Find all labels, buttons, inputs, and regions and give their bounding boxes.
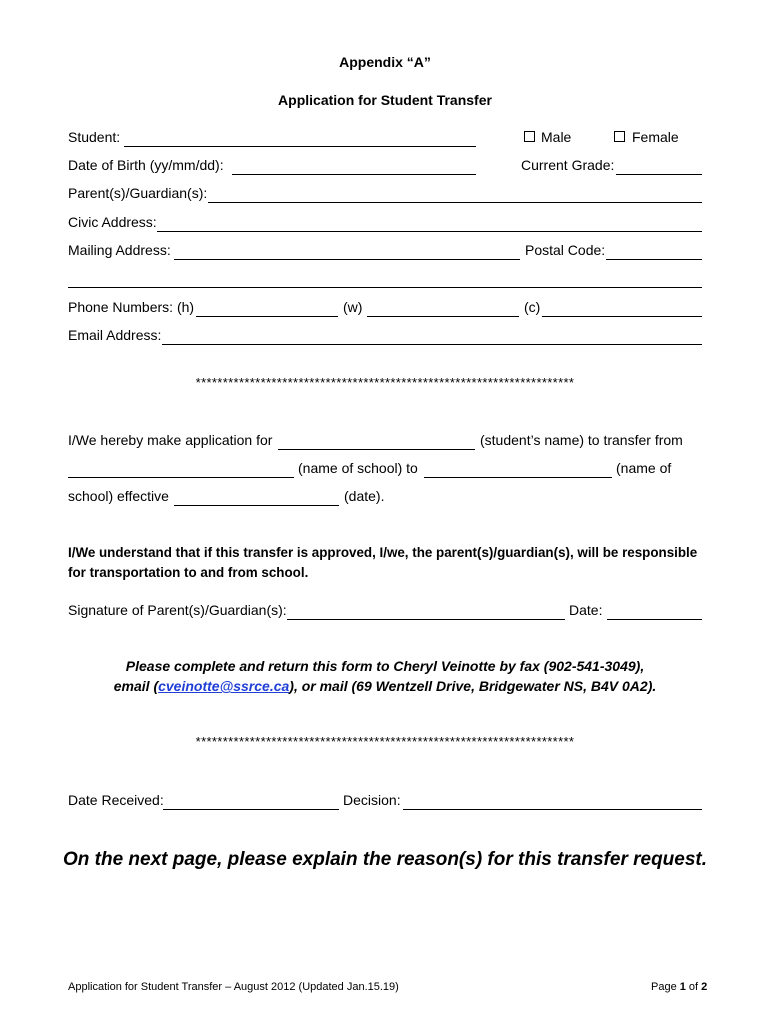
- student-label: Student:: [68, 129, 121, 145]
- student-name-field[interactable]: [124, 146, 476, 147]
- student-name-transfer-field[interactable]: [278, 449, 475, 450]
- page-prefix: Page: [651, 981, 680, 993]
- decision-label: Decision:: [343, 792, 401, 808]
- application-line3-suffix: (date).: [344, 488, 385, 504]
- parents-label: Parent(s)/Guardian(s):: [68, 185, 208, 201]
- footer-page-number: [651, 982, 707, 993]
- appendix-heading: Appendix “A”: [339, 54, 431, 70]
- civic-address-label: Civic Address:: [68, 214, 157, 230]
- mailing-address-label: Mailing Address:: [68, 242, 171, 258]
- postal-code-label: Postal Code:: [525, 242, 606, 258]
- footer-document-info: Application for Student Transfer – August 2012 (Updated Jan.15.19): [68, 981, 399, 993]
- mailing-address-continuation-field[interactable]: [68, 287, 702, 288]
- application-line1-prefix: I/We hereby make application for: [68, 432, 273, 448]
- to-school-field[interactable]: [424, 477, 612, 478]
- page-current: 1: [679, 981, 686, 993]
- application-line3-prefix: school) effective: [68, 488, 169, 504]
- application-line1-suffix: (student’s name) to transfer from: [480, 432, 683, 448]
- signature-date-field[interactable]: [607, 619, 702, 620]
- instructions-line2-prefix: email (: [113, 678, 159, 694]
- male-label: Male: [541, 129, 572, 145]
- understanding-line1: I/We understand that if this transfer is approved, I/we, the parent(s)/guardian(s), will be responsible: [68, 545, 698, 560]
- application-line2-suffix: (name of: [616, 460, 672, 476]
- from-school-field[interactable]: [68, 477, 294, 478]
- email-address-field[interactable]: [162, 344, 702, 345]
- dob-label: Date of Birth (yy/mm/dd):: [68, 157, 224, 173]
- female-label: Female: [632, 129, 679, 145]
- phone-cell-label: (c): [524, 299, 541, 315]
- current-grade-label: Current Grade:: [521, 157, 615, 173]
- instructions-line2-suffix: ), or mail (69 Wentzell Drive, Bridgewater NS, B4V 0A2).: [289, 678, 657, 694]
- signature-date-label: Date:: [569, 602, 603, 618]
- separator-bottom: **********************************************************************: [195, 734, 575, 749]
- understanding-line2: for transportation to and from school.: [68, 565, 309, 580]
- civic-address-field[interactable]: [157, 231, 702, 232]
- postal-code-field[interactable]: [606, 259, 702, 260]
- form-title: Application for Student Transfer: [278, 92, 492, 108]
- signature-field[interactable]: [287, 619, 565, 620]
- date-received-field[interactable]: [163, 809, 339, 810]
- page-of: of: [685, 981, 702, 993]
- instructions-line1: Please complete and return this form to Cheryl Veinotte by fax (902-541-3049),: [125, 658, 645, 674]
- signature-label: Signature of Parent(s)/Guardian(s):: [68, 602, 287, 618]
- decision-field[interactable]: [403, 809, 702, 810]
- current-grade-field[interactable]: [616, 174, 702, 175]
- female-checkbox[interactable]: [614, 131, 625, 142]
- date-received-label: Date Received:: [68, 792, 164, 808]
- parents-field[interactable]: [208, 202, 702, 203]
- contact-email-link[interactable]: cveinotte@ssrce.ca: [158, 678, 290, 694]
- phone-work-label: (w): [343, 299, 363, 315]
- phone-work-field[interactable]: [367, 316, 519, 317]
- dob-field[interactable]: [232, 174, 476, 175]
- page-total: 2: [701, 981, 708, 993]
- separator-top: **********************************************************************: [195, 375, 575, 390]
- instructions-line2: [0, 679, 770, 693]
- next-page-note: On the next page, please explain the reason(s) for this transfer request.: [62, 849, 708, 870]
- email-address-label: Email Address:: [68, 327, 162, 343]
- phone-cell-field[interactable]: [542, 316, 702, 317]
- phone-home-field[interactable]: [196, 316, 338, 317]
- mailing-address-field[interactable]: [174, 259, 520, 260]
- phone-home-label: Phone Numbers: (h): [68, 299, 195, 315]
- male-checkbox[interactable]: [524, 131, 535, 142]
- effective-date-field[interactable]: [174, 505, 339, 506]
- application-line2-mid: (name of school) to: [298, 460, 418, 476]
